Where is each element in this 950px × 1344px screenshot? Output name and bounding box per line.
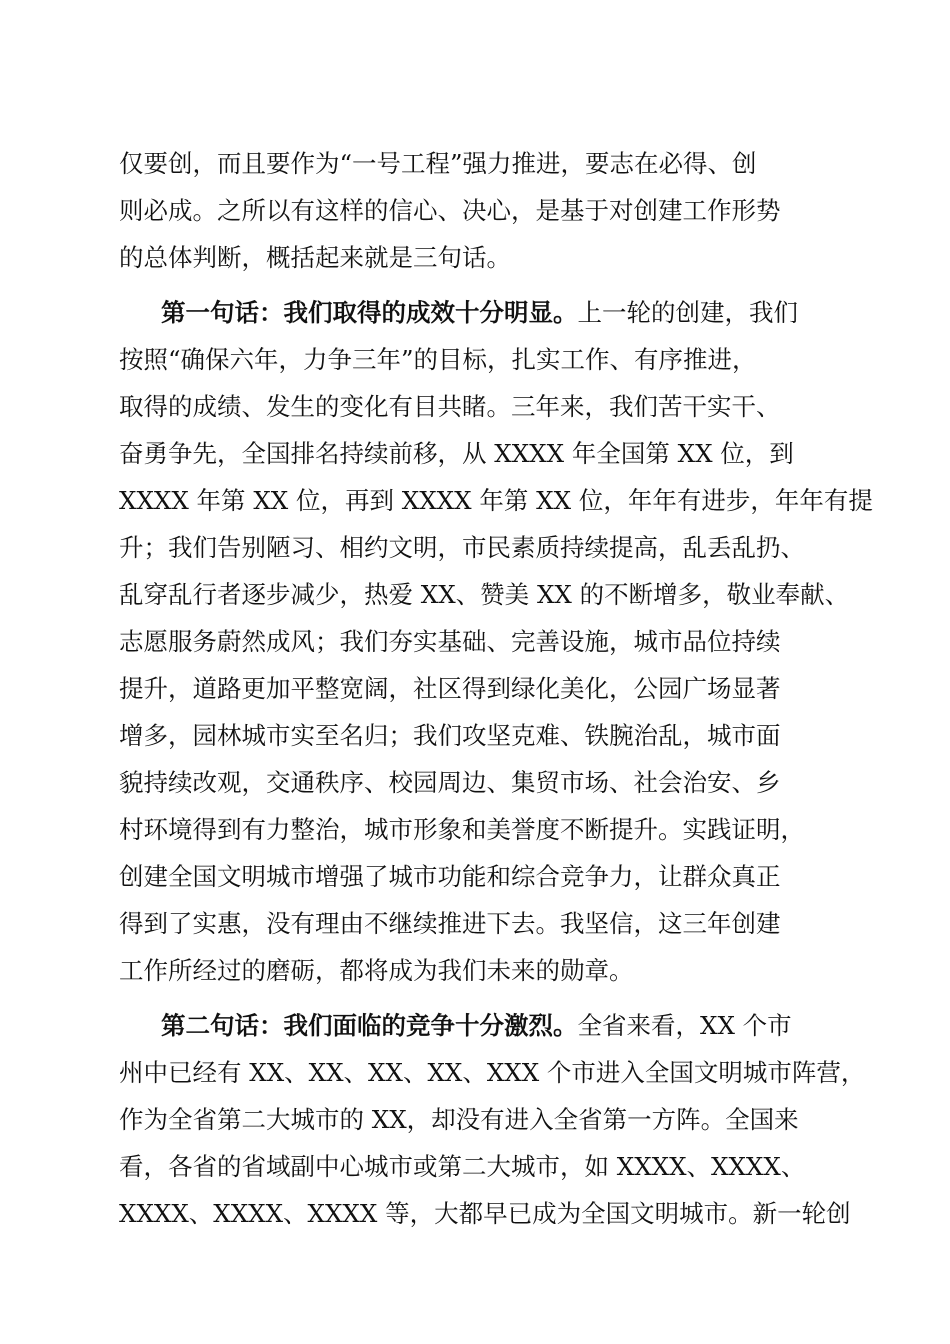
text-line-first (119, 289, 835, 336)
text-line: 志愿服务蔚然成风；我们夯实基础、完善设施，城市品位持续 (119, 627, 781, 656)
text-line: 州中已经有 XX、XX、XX、XX、XXX 个市进入全国文明城市阵营， (119, 1058, 866, 1087)
text-line: 的总体判断，概括起来就是三句话。 (119, 243, 511, 272)
text-line: 工作所经过的磨砺，都将成为我们未来的勋章。 (119, 956, 634, 985)
text-line: 则必成。之所以有这样的信心、决心，是基于对创建工作形势 (119, 196, 781, 225)
text-run: 上一轮的创建，我们 (577, 298, 798, 327)
paragraph-lead-sentence: 第一句话：我们取得的成效十分明显。 (161, 298, 578, 327)
paragraph-intro (119, 140, 835, 281)
text-line: 作为全省第二大城市的 XX，却没有进入全省第一方阵。全国来 (119, 1105, 799, 1134)
text-line: 仅要创，而且要作为“一号工程”强力推进，要志在必得、创 (119, 149, 757, 178)
text-line: 提升，道路更加平整宽阔，社区得到绿化美化，公园广场显著 (119, 674, 781, 703)
text-line: 升；我们告别陋习、相约文明，市民素质持续提高，乱丢乱扔、 (119, 533, 805, 562)
text-line: 增多，园林城市实至名归；我们攻坚克难、铁腕治乱，城市面 (119, 721, 781, 750)
document-page (119, 140, 873, 1245)
text-line: 貌持续改观，交通秩序、校园周边、集贸市场、社会治安、乡 (119, 768, 781, 797)
text-line: 创建全国文明城市增强了城市功能和综合竞争力，让群众真正 (119, 862, 781, 891)
paragraph-first (119, 289, 873, 994)
text-line: 按照“确保六年，力争三年”的目标，扎实工作、有序推进， (119, 345, 757, 374)
text-line: XXXX、XXXX、XXXX 等，大都早已成为全国文明城市。新一轮创 (119, 1199, 851, 1228)
text-line: 村环境得到有力整治，城市形象和美誉度不断提升。实践证明， (119, 815, 805, 844)
paragraph-lead-sentence: 第二句话：我们面临的竞争十分激烈。 (161, 1011, 578, 1040)
text-line: 奋勇争先，全国排名持续前移，从 XXXX 年全国第 XX 位，到 (119, 439, 794, 468)
text-line: 得到了实惠，没有理由不继续推进下去。我坚信，这三年创建 (119, 909, 781, 938)
text-line: 看，各省的省域副中心城市或第二大城市，如 XXXX、XXXX、 (119, 1152, 806, 1181)
text-line: XXXX 年第 XX 位，再到 XXXX 年第 XX 位，年年有进步，年年有提 (119, 486, 873, 515)
text-line: 取得的成绩、发生的变化有目共睹。三年来，我们苦干实干、 (119, 392, 781, 421)
text-line-first (119, 1002, 835, 1049)
paragraph-second (119, 1002, 866, 1237)
text-line: 乱穿乱行者逐步减少，热爱 XX、赞美 XX 的不断增多，敬业奉献、 (119, 580, 850, 609)
text-run: 全省来看，XX 个市 (577, 1011, 792, 1040)
